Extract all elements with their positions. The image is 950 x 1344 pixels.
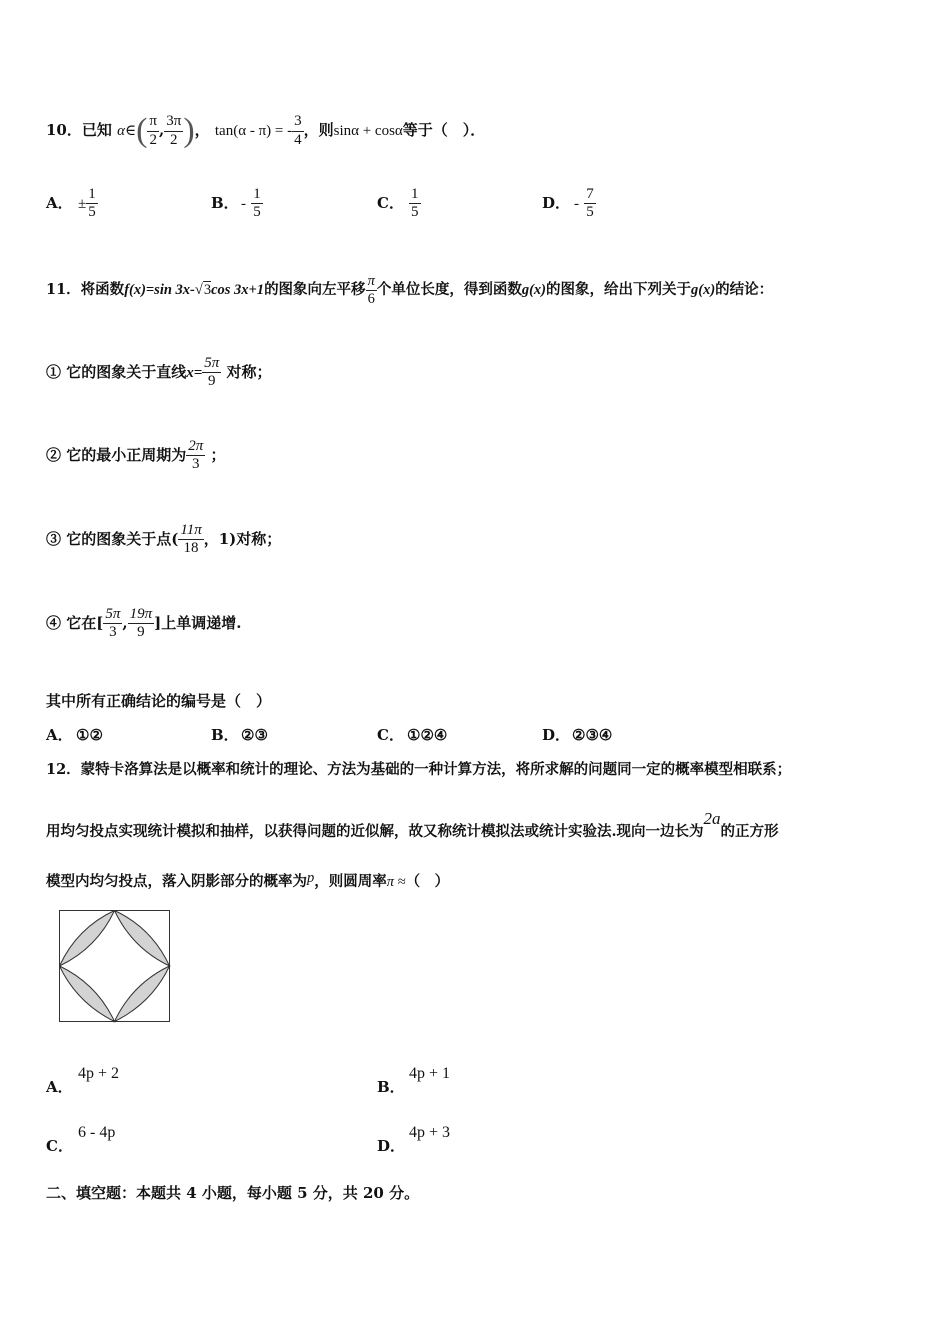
q12-line-2: 用均匀投点实现统计模拟和抽样，以获得问题的近似解，故又称统计模拟法或统计实验法.现向一边长为2a的正方形 — [46, 809, 779, 840]
q11-option-a[interactable]: A． ①② — [46, 726, 103, 744]
q11-option-d[interactable]: D． ②③④ — [542, 726, 613, 744]
q11-statement-2: ② 它的最小正周期为 $\frac{2\pi}{3}$ ； — [46, 438, 226, 473]
q12-option-d[interactable]: D．4p + 3 — [377, 1124, 451, 1155]
q12-side-length: 2a — [703, 809, 721, 828]
q10-option-b[interactable]: B． - $\frac{1}{5}$ — [211, 186, 261, 221]
q11-function-f: f(x)=sin 3x- — [124, 282, 195, 299]
q11-option-b[interactable]: B． ②③ — [211, 726, 268, 744]
q12-option-c[interactable]: C．6 - 4p — [46, 1124, 116, 1155]
q10-alpha-in: α∈ — [117, 123, 137, 139]
q10-tail: 等于（ ）． — [402, 121, 486, 139]
q10-tan-expr: tan(α - π) = - — [214, 123, 293, 139]
q11-statement-3: ③ 它的图象关于点( $\frac{11\pi}{18}$ ，1)对称； — [46, 522, 282, 557]
q11-question: 其中所有正确结论的编号是（ ） — [46, 692, 272, 710]
q11-statement-1: ① 它的图象关于直线x= $\frac{5\pi}{9}$ 对称； — [46, 355, 272, 390]
q10-option-c[interactable]: C． $\frac{1}{5}$ — [377, 186, 419, 221]
q11-option-c[interactable]: C． ①②④ — [377, 726, 448, 744]
q12-line-3: 模型内均匀投点，落入阴影部分的概率为p，则圆周率π ≈（ ） — [46, 870, 450, 890]
q12-line-1: 12．蒙特卡洛算法是以概率和统计的理论、方法为基础的一种计算方法，将所求解的问题同一定的概率模型相联系； — [46, 761, 792, 778]
q10-target-expr: sinα + cosα — [333, 123, 403, 139]
figure-square — [60, 911, 170, 1022]
q12-figure — [59, 910, 171, 1023]
q10-interval-lower: $\frac{\pi}{2}$ — [149, 113, 157, 148]
q11-stem: 11．将函数f(x)=sin 3x-√3cos 3x+1的图象向左平移 $\frac{\pi}{6}$ 个单位长度，得到函数g(x)的图象，给出下列关于g(x)的结论： — [46, 273, 774, 307]
q11-statement-4: ④ 它在[ $\frac{5\pi}{3}$ , $\frac{19\pi}{9}$ ]上单调递增. — [46, 606, 242, 641]
q10-tan-value: $\frac{3}{4}$ — [294, 113, 302, 148]
q10-interval-upper: $\frac{3\pi}{2}$ — [166, 113, 182, 148]
q12-option-a[interactable]: A．4p + 2 — [46, 1065, 120, 1096]
q10-number: 10．已知 — [46, 121, 112, 139]
q11-shift-fraction: $\frac{\pi}{6}$ — [367, 273, 375, 307]
q12-option-b[interactable]: B．4p + 1 — [377, 1065, 451, 1096]
section-2-heading: 二、填空题：本题共 4 小题，每小题 5 分，共 20 分。 — [46, 1184, 420, 1202]
q10-option-d[interactable]: D． - $\frac{7}{5}$ — [542, 186, 594, 221]
q10-option-a[interactable]: A． ± $\frac{1}{5}$ — [46, 186, 96, 221]
q10-stem: 10．已知 α∈( $\frac{\pi}{2}$ , $\frac{3\pi}{2}$ )， tan(α - π) = - $\frac{3}{4}$ ，则sinα + cosα等于（ ）． — [46, 112, 486, 149]
